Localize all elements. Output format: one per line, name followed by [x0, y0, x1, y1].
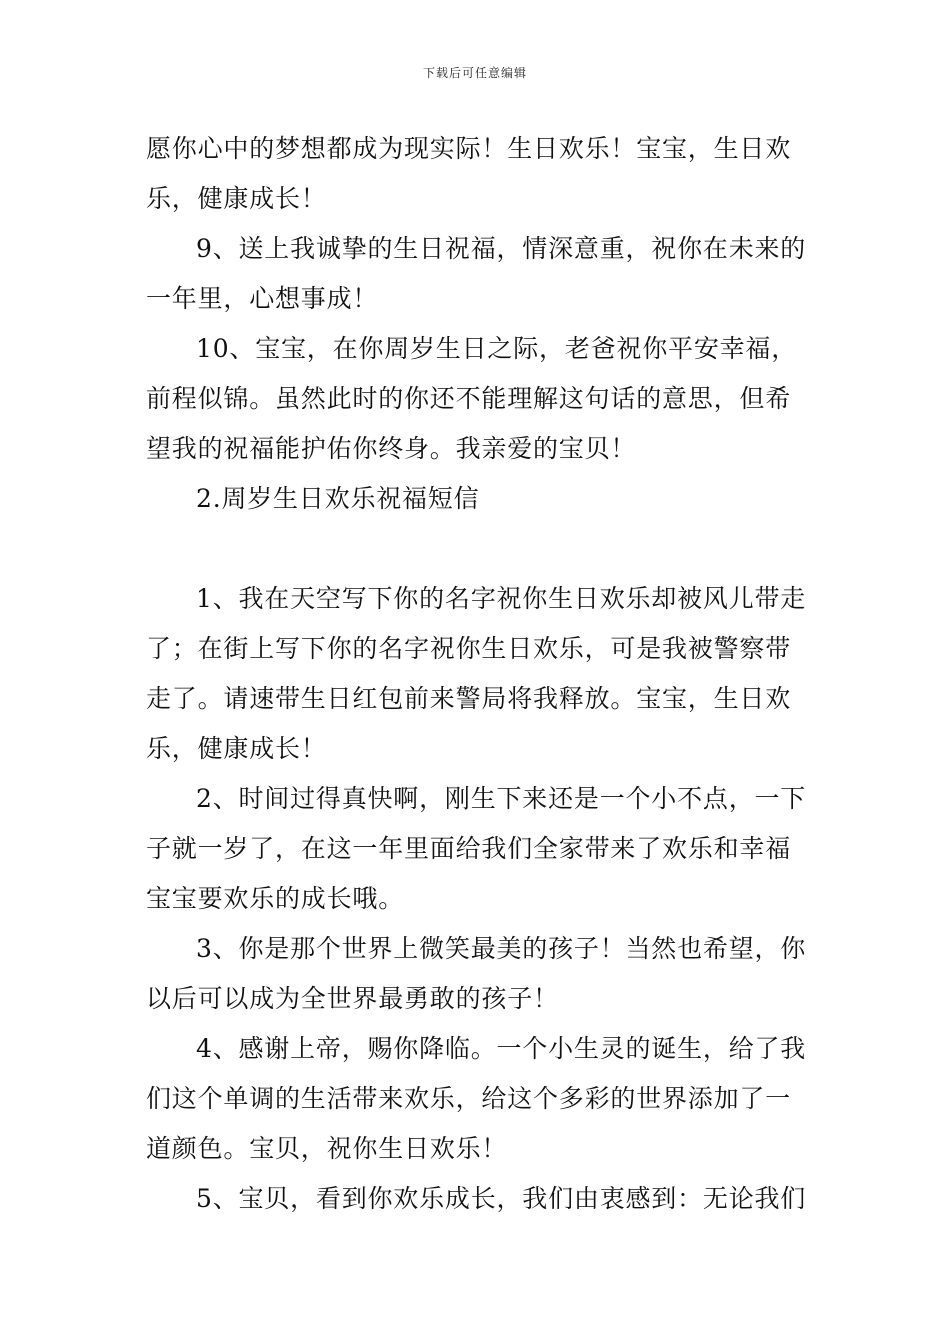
section-heading: 2.周岁生日欢乐祝福短信: [196, 484, 480, 513]
paragraph-3: 3、你是那个世界上微笑最美的孩子！当然也希望，你以后可以成为全世界最勇敢的孩子！: [146, 934, 807, 1013]
paragraph-9: 9、送上我诚挚的生日祝福，情深意重，祝你在未来的一年里，心想事成！: [146, 234, 807, 313]
paragraph-4: 4、感谢上帝，赐你降临。一个小生灵的诞生，给了我们这个单调的生活带来欢乐，给这个多彩的世界添加了一道颜色。宝贝，祝你生日欢乐！: [146, 1034, 807, 1163]
paragraph-10: 10、宝宝，在你周岁生日之际，老爸祝你平安幸福，前程似锦。虽然此时的你还不能理解这句话的意思，但希望我的祝福能护佑你终身。我亲爱的宝贝！: [146, 334, 798, 463]
blank-line: [146, 524, 816, 574]
paragraph-continued: 愿你心中的梦想都成为现实际！生日欢乐！宝宝，生日欢乐，健康成长！: [146, 134, 792, 213]
paragraph-5: 5、宝贝，看到你欢乐成长，我们由衷感到：无论我们: [196, 1184, 807, 1213]
paragraph-1: 1、我在天空写下你的名字祝你生日欢乐却被风儿带走了；在街上写下你的名字祝你生日欢乐，可是我被警察带走了。请速带生日红包前来警局将我释放。宝宝，生日欢乐，健康成长！: [146, 584, 807, 763]
page-header: 下载后可任意编辑: [422, 66, 527, 80]
document-body: [146, 124, 816, 1224]
paragraph-2: 2、时间过得真快啊，刚生下来还是一个小不点，一下子就一岁了，在这一年里面给我们全家带来了欢乐和幸福宝宝要欢乐的成长哦。: [146, 784, 807, 913]
